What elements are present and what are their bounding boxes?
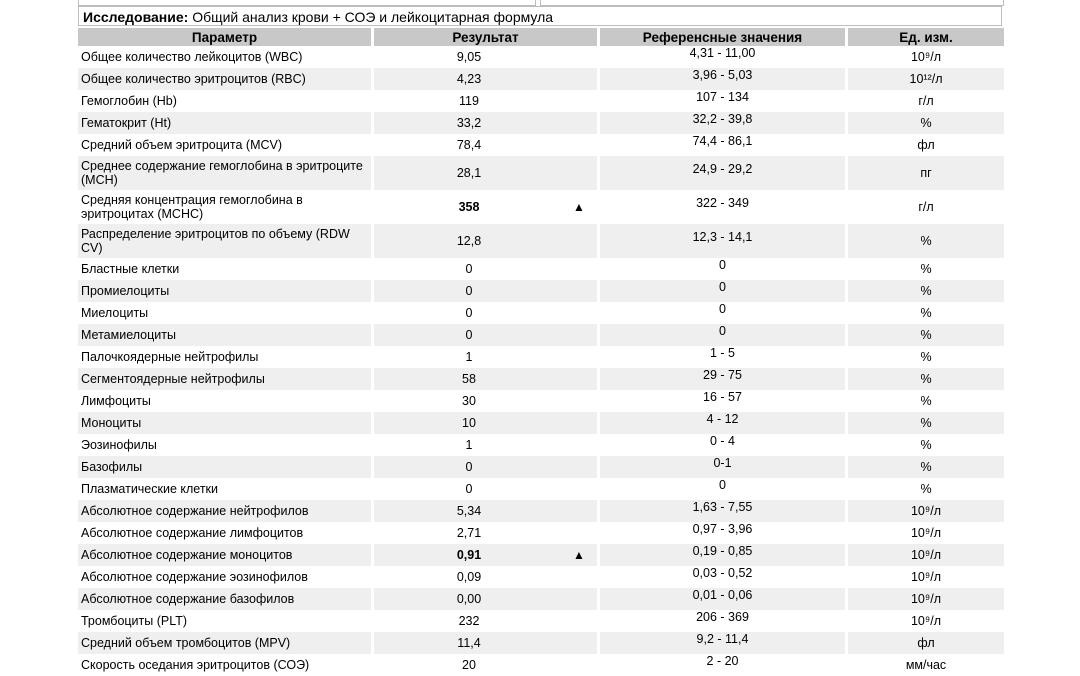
reference-value: 1,63 - 7,55 <box>692 500 753 514</box>
table-row <box>78 456 1004 478</box>
cell-result <box>374 90 600 112</box>
cell-unit: % <box>848 224 1004 258</box>
cell-unit: % <box>920 350 932 364</box>
cell-param: Гемоглобин (Hb) <box>78 90 374 112</box>
cell-reference <box>600 190 848 224</box>
cell-reference <box>600 90 848 112</box>
cell-result <box>374 588 600 610</box>
cell-unit: г/л <box>918 200 934 214</box>
reference-value: 206 - 369 <box>696 610 749 624</box>
cell-reference <box>600 280 848 302</box>
reference-value: 0 <box>719 324 726 338</box>
result-value: 232 <box>458 614 480 628</box>
table-row <box>78 632 1004 654</box>
cell-param: Метамиелоциты <box>78 324 374 346</box>
cell-result <box>374 368 600 390</box>
cell-result <box>374 346 600 368</box>
table-row <box>78 588 1004 610</box>
cell-param: Базофилы <box>78 456 374 478</box>
cell-unit: % <box>848 280 1004 302</box>
reference-value: 0 <box>719 258 726 272</box>
cell-reference <box>600 610 848 632</box>
table-row <box>78 280 1004 302</box>
header-ref: Референсные значения <box>600 28 848 46</box>
cell-reference <box>600 258 848 280</box>
cell-result <box>374 390 600 412</box>
study-label: Исследование: <box>83 9 189 25</box>
reference-value: 0 - 4 <box>709 434 735 448</box>
cell-result <box>374 632 600 654</box>
reference-value: 322 - 349 <box>696 196 749 210</box>
cell-unit: фл <box>917 138 935 152</box>
result-value: 5,34 <box>456 504 482 518</box>
cell-param: Эозинофилы <box>78 434 374 456</box>
result-value: 78,4 <box>456 138 482 152</box>
cell-param: Абсолютное содержание лимфоцитов <box>78 522 374 544</box>
result-value: 20 <box>462 658 476 672</box>
cell-unit: % <box>920 438 932 452</box>
table-row <box>78 610 1004 632</box>
table-row <box>78 522 1004 544</box>
cell-param: Миелоциты <box>78 302 374 324</box>
cell-reference <box>600 522 848 544</box>
reference-value: 4 - 12 <box>706 412 739 426</box>
reference-value: 12,3 - 14,1 <box>692 230 753 244</box>
cell-result <box>374 412 600 434</box>
result-value: 0 <box>465 262 473 276</box>
cell-unit: фл <box>848 632 1004 654</box>
cell-result <box>374 68 600 90</box>
cell-unit: 10⁹/л <box>848 500 1004 522</box>
cell-param: Среднее содержание гемоглобина в эритроците (МСН) <box>78 156 374 190</box>
cell-param: Тромбоциты (PLT) <box>78 610 374 632</box>
cell-reference <box>600 112 848 134</box>
reference-value: 1 - 5 <box>709 346 735 360</box>
result-value: 10 <box>462 416 476 430</box>
cell-reference <box>600 588 848 610</box>
table-row <box>78 224 1004 258</box>
result-value: 12,8 <box>456 234 482 248</box>
cell-unit: % <box>920 482 932 496</box>
table-row <box>78 566 1004 588</box>
table-row <box>78 412 1004 434</box>
table-row <box>78 90 1004 112</box>
reference-value: 0 <box>719 280 726 294</box>
result-value: 11,4 <box>457 636 481 650</box>
cell-unit: % <box>920 394 932 408</box>
cell-result <box>374 324 600 346</box>
result-value: 2,71 <box>456 526 482 540</box>
reference-value: 24,9 - 29,2 <box>692 162 753 176</box>
cell-result <box>374 190 600 224</box>
result-value: 0,00 <box>456 592 482 606</box>
cell-reference <box>600 434 848 456</box>
result-value: 1 <box>465 350 473 364</box>
cell-param: Абсолютное содержание нейтрофилов <box>78 500 374 522</box>
result-value: 4,23 <box>456 72 482 86</box>
study-title <box>78 6 1002 26</box>
abnormal-flag-icon: ▲ <box>573 548 585 562</box>
cell-unit: пг <box>848 156 1004 190</box>
cell-reference <box>600 632 848 654</box>
table-row <box>78 478 1004 500</box>
result-value: 0 <box>465 460 473 474</box>
result-value: 0 <box>465 482 473 496</box>
cell-result <box>374 610 600 632</box>
cell-unit: 10⁹/л <box>910 50 942 64</box>
table-row <box>78 156 1004 190</box>
cell-result <box>374 654 600 676</box>
result-value: 358 <box>458 200 480 214</box>
cell-reference <box>600 134 848 156</box>
cell-result <box>374 280 600 302</box>
cell-unit: 10⁹/л <box>910 570 942 584</box>
results-table <box>78 28 1004 676</box>
table-row <box>78 368 1004 390</box>
cell-result <box>374 544 600 566</box>
reference-value: 0-1 <box>713 456 732 470</box>
cell-reference <box>600 390 848 412</box>
table-row <box>78 190 1004 224</box>
table-row <box>78 390 1004 412</box>
cell-param: Абсолютное содержание моноцитов <box>78 544 374 566</box>
result-value: 9,05 <box>456 50 482 64</box>
cell-unit: % <box>920 306 932 320</box>
cell-unit: % <box>920 262 932 276</box>
cell-result <box>374 478 600 500</box>
cell-param: Моноциты <box>78 412 374 434</box>
cell-unit: 10⁹/л <box>848 544 1004 566</box>
cell-reference <box>600 324 848 346</box>
cell-result <box>374 224 600 258</box>
reference-value: 107 - 134 <box>696 90 749 104</box>
cell-reference <box>600 156 848 190</box>
cell-unit: % <box>848 112 1004 134</box>
result-value: 119 <box>459 94 479 108</box>
reference-value: 3,96 - 5,03 <box>692 68 753 82</box>
result-value: 0,09 <box>456 570 482 584</box>
header-result: Результат <box>374 28 600 46</box>
abnormal-flag-icon: ▲ <box>573 200 585 214</box>
reference-value: 0,03 - 0,52 <box>692 566 753 580</box>
table-row <box>78 302 1004 324</box>
table-row <box>78 654 1004 676</box>
reference-value: 9,2 - 11,4 <box>696 632 749 646</box>
cell-result <box>374 258 600 280</box>
table-row <box>78 68 1004 90</box>
cell-result <box>374 156 600 190</box>
cell-result <box>374 434 600 456</box>
cell-param: Промиелоциты <box>78 280 374 302</box>
result-value: 1 <box>465 438 473 452</box>
header-unit: Ед. изм. <box>848 28 1004 46</box>
cell-result <box>374 566 600 588</box>
cell-param: Палочкоядерные нейтрофилы <box>78 346 374 368</box>
header-param: Параметр <box>78 28 374 46</box>
cell-unit: 10⁹/л <box>910 614 942 628</box>
reference-value: 0,01 - 0,06 <box>692 588 753 602</box>
cell-param: Абсолютное содержание эозинофилов <box>78 566 374 588</box>
cell-result <box>374 522 600 544</box>
cell-unit: мм/час <box>905 658 947 672</box>
cell-param: Скорость оседания эритроцитов (СОЭ) <box>78 654 374 676</box>
table-row <box>78 346 1004 368</box>
reference-value: 74,4 - 86,1 <box>692 134 753 148</box>
table-header-row <box>78 28 1004 46</box>
cell-param: Сегментоядерные нейтрофилы <box>78 368 374 390</box>
cell-reference <box>600 456 848 478</box>
table-row <box>78 324 1004 346</box>
cell-reference <box>600 412 848 434</box>
reference-value: 4,31 - 11,00 <box>689 46 756 60</box>
cell-param: Распределение эритроцитов по объему (RDW CV) <box>78 224 374 258</box>
reference-value: 29 - 75 <box>703 368 742 382</box>
cell-result <box>374 112 600 134</box>
cell-param: Средний объем тромбоцитов (MPV) <box>78 632 374 654</box>
cell-param: Средний объем эритроцита (MCV) <box>78 134 374 156</box>
table-row <box>78 112 1004 134</box>
cell-param: Бластные клетки <box>78 258 374 280</box>
cell-unit: 10¹²/л <box>848 68 1004 90</box>
cell-unit: г/л <box>918 94 934 108</box>
table-row <box>78 134 1004 156</box>
cell-reference <box>600 68 848 90</box>
cell-param: Плазматические клетки <box>78 478 374 500</box>
cell-result <box>374 456 600 478</box>
study-value: Общий анализ крови + СОЭ и лейкоцитарная формула <box>192 9 554 25</box>
cell-result <box>374 46 600 68</box>
cell-unit: % <box>848 456 1004 478</box>
reference-value: 16 - 57 <box>703 390 742 404</box>
cell-reference <box>600 46 848 68</box>
cell-result <box>374 500 600 522</box>
cell-unit: 10⁹/л <box>848 588 1004 610</box>
cell-param: Гематокрит (Ht) <box>78 112 374 134</box>
cell-param: Общее количество лейкоцитов (WBC) <box>78 46 374 68</box>
result-value: 0 <box>465 328 473 342</box>
cell-unit: % <box>848 412 1004 434</box>
result-value: 30 <box>462 394 476 408</box>
cell-param: Средняя концентрация гемоглобина в эритроцитах (МСНС) <box>78 190 374 224</box>
cell-reference <box>600 500 848 522</box>
reference-value: 0,97 - 3,96 <box>692 522 753 536</box>
reference-value: 0 <box>719 478 726 492</box>
cell-reference <box>600 478 848 500</box>
cell-param: Общее количество эритроцитов (RBC) <box>78 68 374 90</box>
table-row <box>78 544 1004 566</box>
result-value: 0 <box>465 284 473 298</box>
table-body <box>78 46 1004 676</box>
cell-param: Абсолютное содержание базофилов <box>78 588 374 610</box>
cell-reference <box>600 224 848 258</box>
table-row <box>78 500 1004 522</box>
result-value: 58 <box>462 372 476 386</box>
cell-unit: % <box>848 324 1004 346</box>
result-value: 28,1 <box>456 166 482 180</box>
result-value: 0 <box>465 306 473 320</box>
cell-reference <box>600 368 848 390</box>
result-value: 0,91 <box>456 548 482 562</box>
table-row <box>78 434 1004 456</box>
cell-reference <box>600 544 848 566</box>
result-value: 33,2 <box>456 116 482 130</box>
cell-param: Лимфоциты <box>78 390 374 412</box>
table-row <box>78 258 1004 280</box>
reference-value: 32,2 - 39,8 <box>692 112 753 126</box>
cell-reference <box>600 566 848 588</box>
reference-value: 0 <box>719 302 726 316</box>
reference-value: 0,19 - 0,85 <box>692 544 753 558</box>
cell-result <box>374 302 600 324</box>
cell-unit: % <box>848 368 1004 390</box>
cell-reference <box>600 654 848 676</box>
table-row <box>78 46 1004 68</box>
reference-value: 2 - 20 <box>706 654 739 668</box>
cell-result <box>374 134 600 156</box>
cell-unit: 10⁹/л <box>910 526 942 540</box>
cell-reference <box>600 346 848 368</box>
cell-reference <box>600 302 848 324</box>
